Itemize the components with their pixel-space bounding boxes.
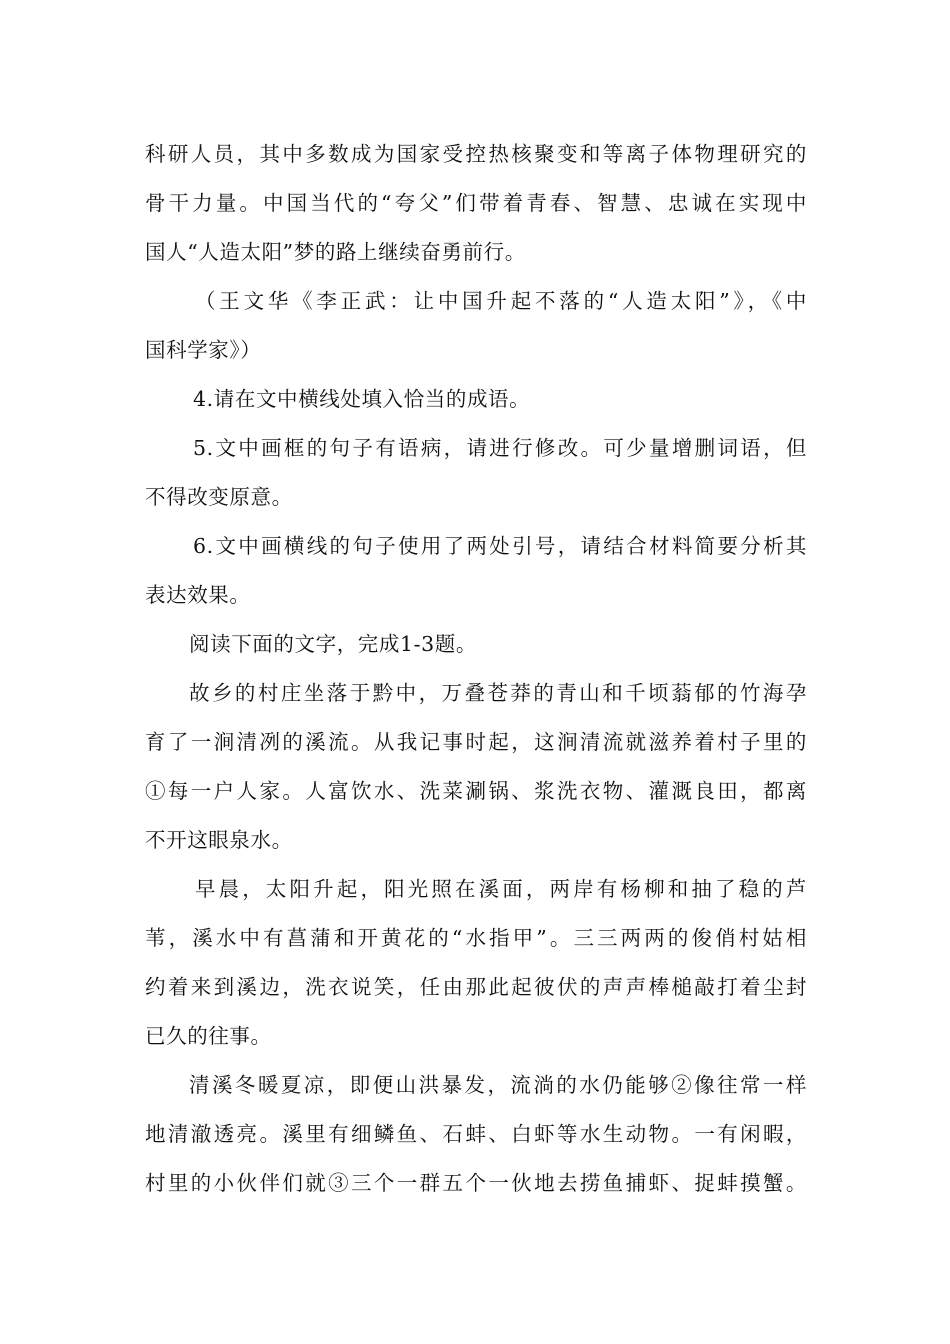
paragraph-line: 国人“人造太阳”梦的路上继续奋勇前行。 <box>145 240 526 264</box>
paragraph-line: 不开这眼泉水。 <box>145 828 293 852</box>
paragraph-line: ①每一户人家。人富饮水、洗菜涮锅、浆洗衣物、灌溉良田，都离 <box>145 779 807 803</box>
paragraph-line: 清溪冬暖夏凉，即便山洪暴发，流淌的水仍能够②像往常一样 <box>189 1073 807 1097</box>
paragraph-line: 苇，溪水中有菖蒲和开黄花的“水指甲”。三三两两的俊俏村姑相 <box>145 926 807 950</box>
paragraph-line: 村里的小伙伴们就③三个一群五个一伙地去捞鱼捕虾、捉蚌摸蟹。 <box>145 1171 807 1195</box>
question-5-line: 5.文中画框的句子有语病，请进行修改。可少量增删词语，但 <box>193 436 807 460</box>
question-6-line: 表达效果。 <box>145 583 251 607</box>
paragraph-line: 科研人员，其中多数成为国家受控热核聚变和等离子体物理研究的 <box>145 142 807 166</box>
citation-line: 国科学家》） <box>145 338 262 362</box>
paragraph-line: 育了一涧清冽的溪流。从我记事时起，这涧清流就滋养着村子里的 <box>145 730 807 754</box>
citation-line: （王文华《李正武：让中国升起不落的“人造太阳”》，《中 <box>195 289 807 313</box>
paragraph-line: 骨干力量。中国当代的“夸父”们带着青春、智慧、忠诚在实现中 <box>145 191 807 215</box>
paragraph-line: 约着来到溪边，洗衣说笑，任由那此起彼伏的声声棒槌敲打着尘封 <box>145 975 807 999</box>
question-4: 4.请在文中横线处填入恰当的成语。 <box>193 387 531 411</box>
reading-instruction: 阅读下面的文字，完成1-3题。 <box>189 632 478 656</box>
paragraph-line: 地清澈透亮。溪里有细鳞鱼、石蚌、白虾等水生动物。一有闲暇， <box>145 1122 807 1146</box>
paragraph-line: 早晨，太阳升起，阳光照在溪面，两岸有杨柳和抽了稳的芦 <box>195 877 807 901</box>
document-body <box>145 130 807 1208</box>
question-5-line: 不得改变原意。 <box>145 485 293 509</box>
paragraph-line: 故乡的村庄坐落于黔中，万叠苍莽的青山和千顷蓊郁的竹海孕 <box>189 681 807 705</box>
question-6-line: 6.文中画横线的句子使用了两处引号，请结合材料简要分析其 <box>193 534 807 558</box>
paragraph-line: 已久的往事。 <box>145 1024 272 1048</box>
